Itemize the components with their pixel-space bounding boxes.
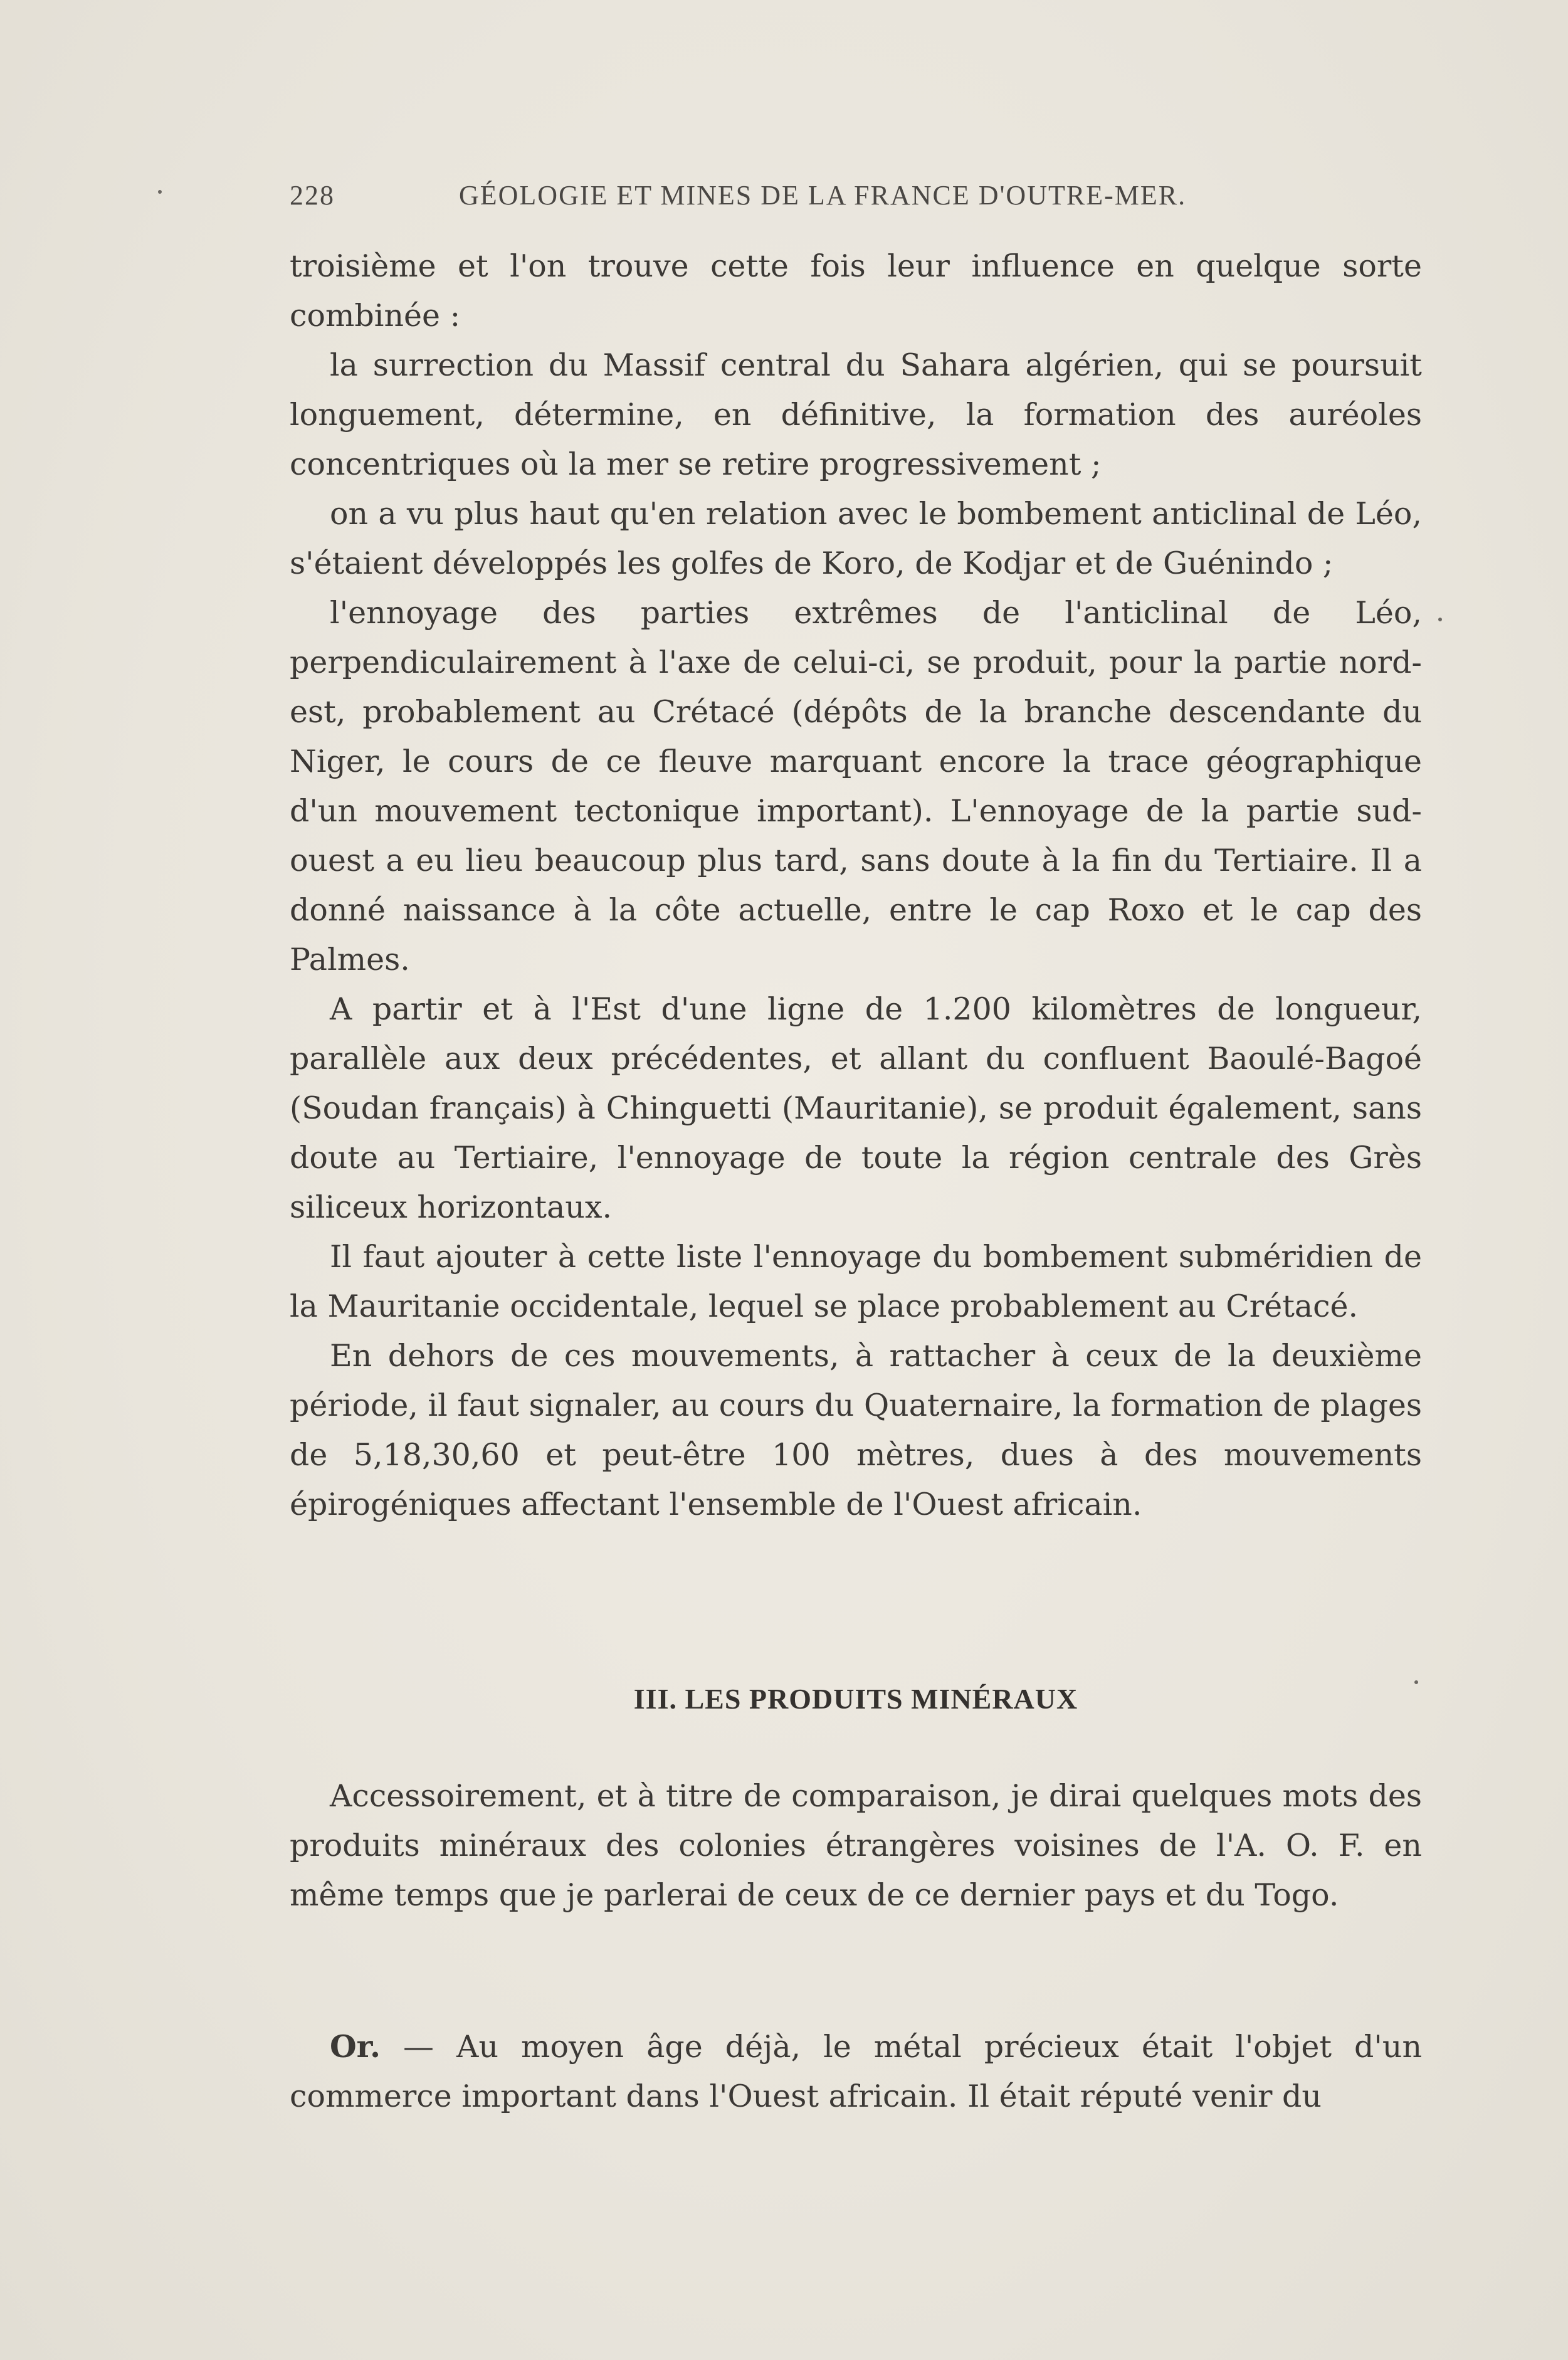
paragraph: A partir et à l'Est d'une ligne de 1.200 kilomètres de longueur, parallèle aux deux précédentes, et allant du confluent Baoulé-Bagoé (Soudan français) à Chinguetti (Mauritanie), se produit également, sans doute au Tertiaire, l'ennoyage de toute la région centrale des Grès siliceux horizontaux. [290,991,1422,1225]
section-heading: III. LES PRODUITS MINÉRAUX [633,1683,1078,1715]
paragraph [290,2022,1422,2121]
paper-speck [158,190,162,194]
paragraph: En dehors de ces mouvements, à rattacher à ceux de la deuxième période, il faut signaler, au cours du Quaternaire, la formation de plages de 5,18,30,60 et peut-être 100 mètres, dues à des mouvements épirogéniques affectant l'ensemble de l'Ouest africain. [290,1338,1422,1522]
paragraph: on a vu plus haut qu'en relation avec le bombement anticlinal de Léo, s'étaient développés les golfes de Koro, de Kodjar et de Guénindo ; [290,496,1422,581]
paragraph: Il faut ajouter à cette liste l'ennoyage du bombement subméridien de la Mauritanie occidentale, lequel se place probablement au Crétacé. [290,1239,1422,1324]
page-header [290,173,1422,217]
paragraph: Accessoirement, et à titre de comparaison, je dirai quelques mots des produits minéraux des colonies étrangères voisines de l'A. O. F. en même temps que je parlerai de ceux de ce dernier pays et du Togo. [290,1778,1422,1913]
paragraph: troisième et l'on trouve cette fois leur influence en quelque sorte combinée : [290,248,1422,334]
page-number: 228 [290,180,335,211]
subsection-text [290,2022,1422,2121]
run-in-heading: Or. [330,2028,381,2065]
paragraph: la surrection du Massif central du Sahara algérien, qui se poursuit longuement, détermine, en définitive, la formation des auréoles concentriques où la mer se retire progressivement ; [290,347,1422,482]
run-in-text: — Au moyen âge déjà, le métal précieux était l'objet d'un commerce important dans l'Ouest africain. Il était réputé venir du [290,2029,1422,2114]
running-title: GÉOLOGIE ET MINES DE LA FRANCE D'OUTRE-MER. [459,180,1187,211]
section-intro [290,1771,1422,1920]
paper-speck [1438,618,1442,621]
paragraph: l'ennoyage des parties extrêmes de l'anticlinal de Léo, perpendiculairement à l'axe de celui-ci, se produit, pour la partie nord-est, probablement au Crétacé (dépôts de la branche descendante du Niger, le cours de ce fleuve marquant encore la trace géographique d'un mouvement tectonique important). L'ennoyage de la partie sud-ouest a eu lieu beaucoup plus tard, sans doute à la fin du Tertiaire. Il a donné naissance à la côte actuelle, entre le cap Roxo et le cap des Palmes. [290,595,1422,977]
body-text [290,241,1422,1529]
paper-speck [1414,1680,1418,1684]
